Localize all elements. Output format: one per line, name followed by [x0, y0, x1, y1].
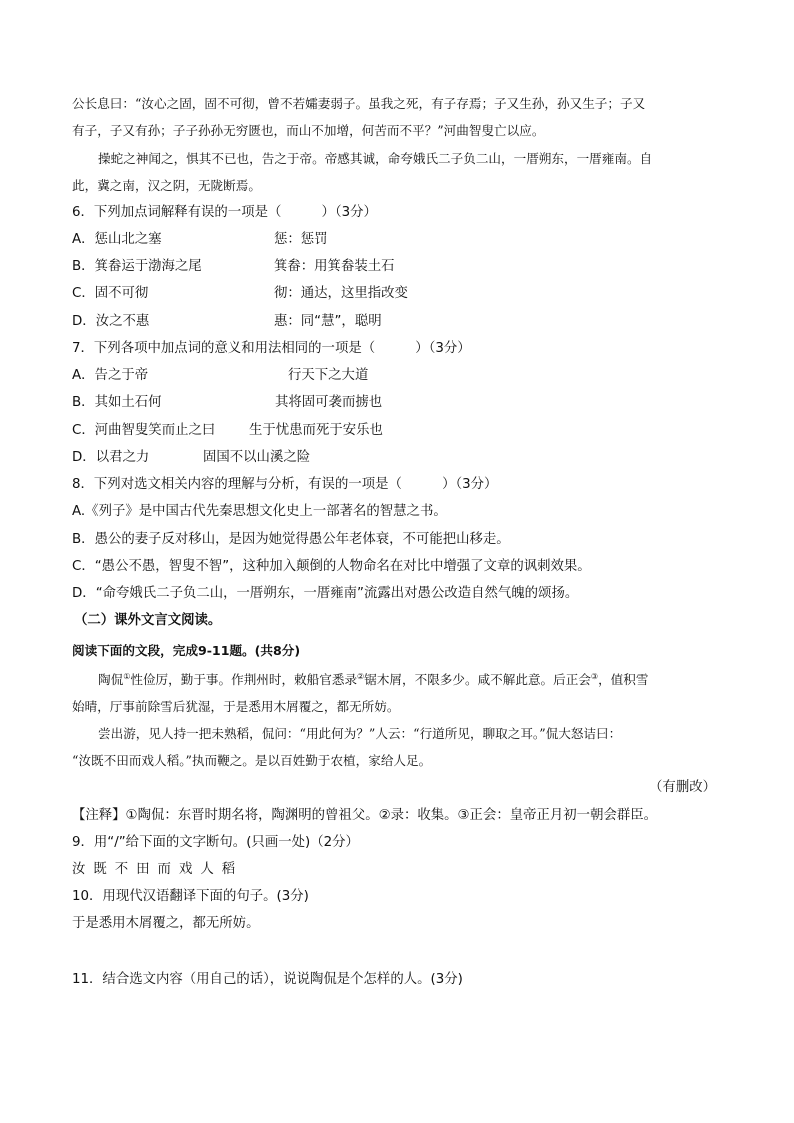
- section2-title: （二）课外文言文阅读。: [74, 613, 222, 628]
- q6-option-b: [72, 258, 395, 276]
- q6-option-d: [72, 313, 382, 331]
- q6-option-d-explain: 惠：同“慧”，聪明: [274, 314, 382, 329]
- q8-option-d: D．“命夸娥氏二子负二山，一厝朔东，一厝雍南”流露出对愚公改造自然气魄的颂扬。: [72, 586, 579, 601]
- q8-stem: 8．下列对选文相关内容的理解与分析，有误的一项是（ ）（3分）: [72, 477, 498, 492]
- q6-option-a-text: A．惩山北之塞: [72, 232, 162, 247]
- q7-option-b-compare: 其将固可袭而掳也: [275, 395, 383, 410]
- q6-option-a-explain: 惩：惩罚: [274, 232, 328, 247]
- q7-option-b: [72, 394, 383, 412]
- footnote-mark-3: ③: [590, 671, 599, 681]
- q7-option-b-text: B．其如土石何: [72, 395, 162, 410]
- passage1-p2-line2: 此，冀之南，汉之阴，无陇断焉。: [72, 178, 261, 193]
- passage2-p2-line1: 尝出游，见人持一把未熟稻，侃问：“用此何为？”人云：“行道所见，聊取之耳。”侃大怒诘曰：: [98, 726, 622, 741]
- q8-option-b: B．愚公的妻子反对移山，是因为她觉得愚公年老体衰，不可能把山移走。: [72, 532, 510, 547]
- q6-option-a: [72, 231, 328, 249]
- q7-stem: 7．下列各项中加点词的意义和用法相同的一项是（ ）（3分）: [72, 341, 471, 356]
- passage2-p1-b: 性俭厉，勤于事。作荆州时，敕船官悉录: [130, 672, 358, 687]
- q7-option-d: [72, 449, 311, 467]
- passage2-p2-line2: “汝既不田而戏人稻。”执而鞭之。是以百姓勤于农植，家给人足。: [72, 753, 432, 768]
- passage2-p1-d: ，值积雪: [598, 672, 649, 687]
- passage1-p1-line1: 公长息曰：“汝心之固，固不可彻，曾不若孀妻弱子。虽我之死，有子存焉；子又生孙，孙又生子；子又: [72, 96, 646, 111]
- q11-stem: 11．结合选文内容（用自己的话），说说陶侃是个怎样的人。(3分): [72, 972, 463, 987]
- passage1-p2-line1: 操蛇之神闻之，惧其不已也，告之于帝。帝感其诚，命夸娥氏二子负二山，一厝朔东，一厝雍南。自: [98, 151, 653, 166]
- passage2-p1-c: 锯木屑，不限多少。咸不解此意。后正会: [364, 672, 591, 687]
- passage2-p1-line1: [98, 671, 648, 689]
- q7-option-c: [72, 422, 383, 440]
- q6-option-b-text: B．箕畚运于渤海之尾: [72, 259, 202, 274]
- section2-instruction: 阅读下面的文段，完成9-11题。(共8分): [72, 643, 301, 658]
- footnote-mark-1: ①: [123, 671, 131, 681]
- q10-sentence: 于是悉用木屑覆之，都无所妨。: [72, 916, 260, 931]
- passage2-p1-line2: 始晴，厅事前除雪后犹湿，于是悉用木屑覆之，都无所妨。: [72, 699, 400, 714]
- q7-option-a-text: A．告之于帝: [72, 368, 149, 383]
- q6-option-c-explain: 彻：通达，这里指改变: [274, 286, 408, 301]
- footnote-mark-2: ②: [357, 671, 365, 681]
- q6-stem: 6．下列加点词解释有误的一项是（ ）（3分）: [72, 205, 377, 220]
- q8-option-a: A.《列子》是中国古代先秦思想文化史上一部著名的智慧之书。: [72, 504, 447, 519]
- q7-option-a-compare: 行天下之大道: [288, 368, 369, 383]
- q10-stem: 10．用现代汉语翻译下面的句子。(3分): [72, 889, 309, 904]
- q8-option-c: C．“愚公不愚，智叟不智”，这种加入颠倒的人物命名在对比中增强了文章的讽刺效果。: [72, 559, 591, 574]
- q7-option-a: [72, 367, 369, 385]
- footnotes: 【注释】①陶侃：东晋时期名将，陶渊明的曾祖父。②录：收集。③正会：皇帝正月初一朝会群臣。: [72, 808, 658, 823]
- passage2-p1-a: 陶侃: [98, 672, 124, 687]
- passage2-source-note: （有删改）: [649, 780, 716, 795]
- q6-option-d-text: D．汝之不惠: [72, 314, 150, 329]
- q6-option-c-text: C．固不可彻: [72, 286, 149, 301]
- q7-option-c-text: C．河曲智叟笑而止之曰: [72, 423, 216, 438]
- passage1-p1-line2: 有子，子又有孙；子子孙孙无穷匮也，而山不加增，何苦而不平？”河曲智叟亡以应。: [72, 123, 545, 138]
- q9-text: 汝既不田而戏人稻: [72, 862, 244, 877]
- q6-option-c: [72, 285, 408, 303]
- q9-stem: 9．用“/”给下面的文字断句。(只画一处)（2分）: [72, 835, 359, 850]
- q6-option-b-explain: 箕畚：用箕畚装土石: [274, 259, 395, 274]
- q7-option-d-compare: 固国不以山溪之险: [203, 450, 311, 465]
- q7-option-c-compare: 生于忧患而死于安乐也: [249, 423, 383, 438]
- q7-option-d-text: D．以君之力: [72, 450, 150, 465]
